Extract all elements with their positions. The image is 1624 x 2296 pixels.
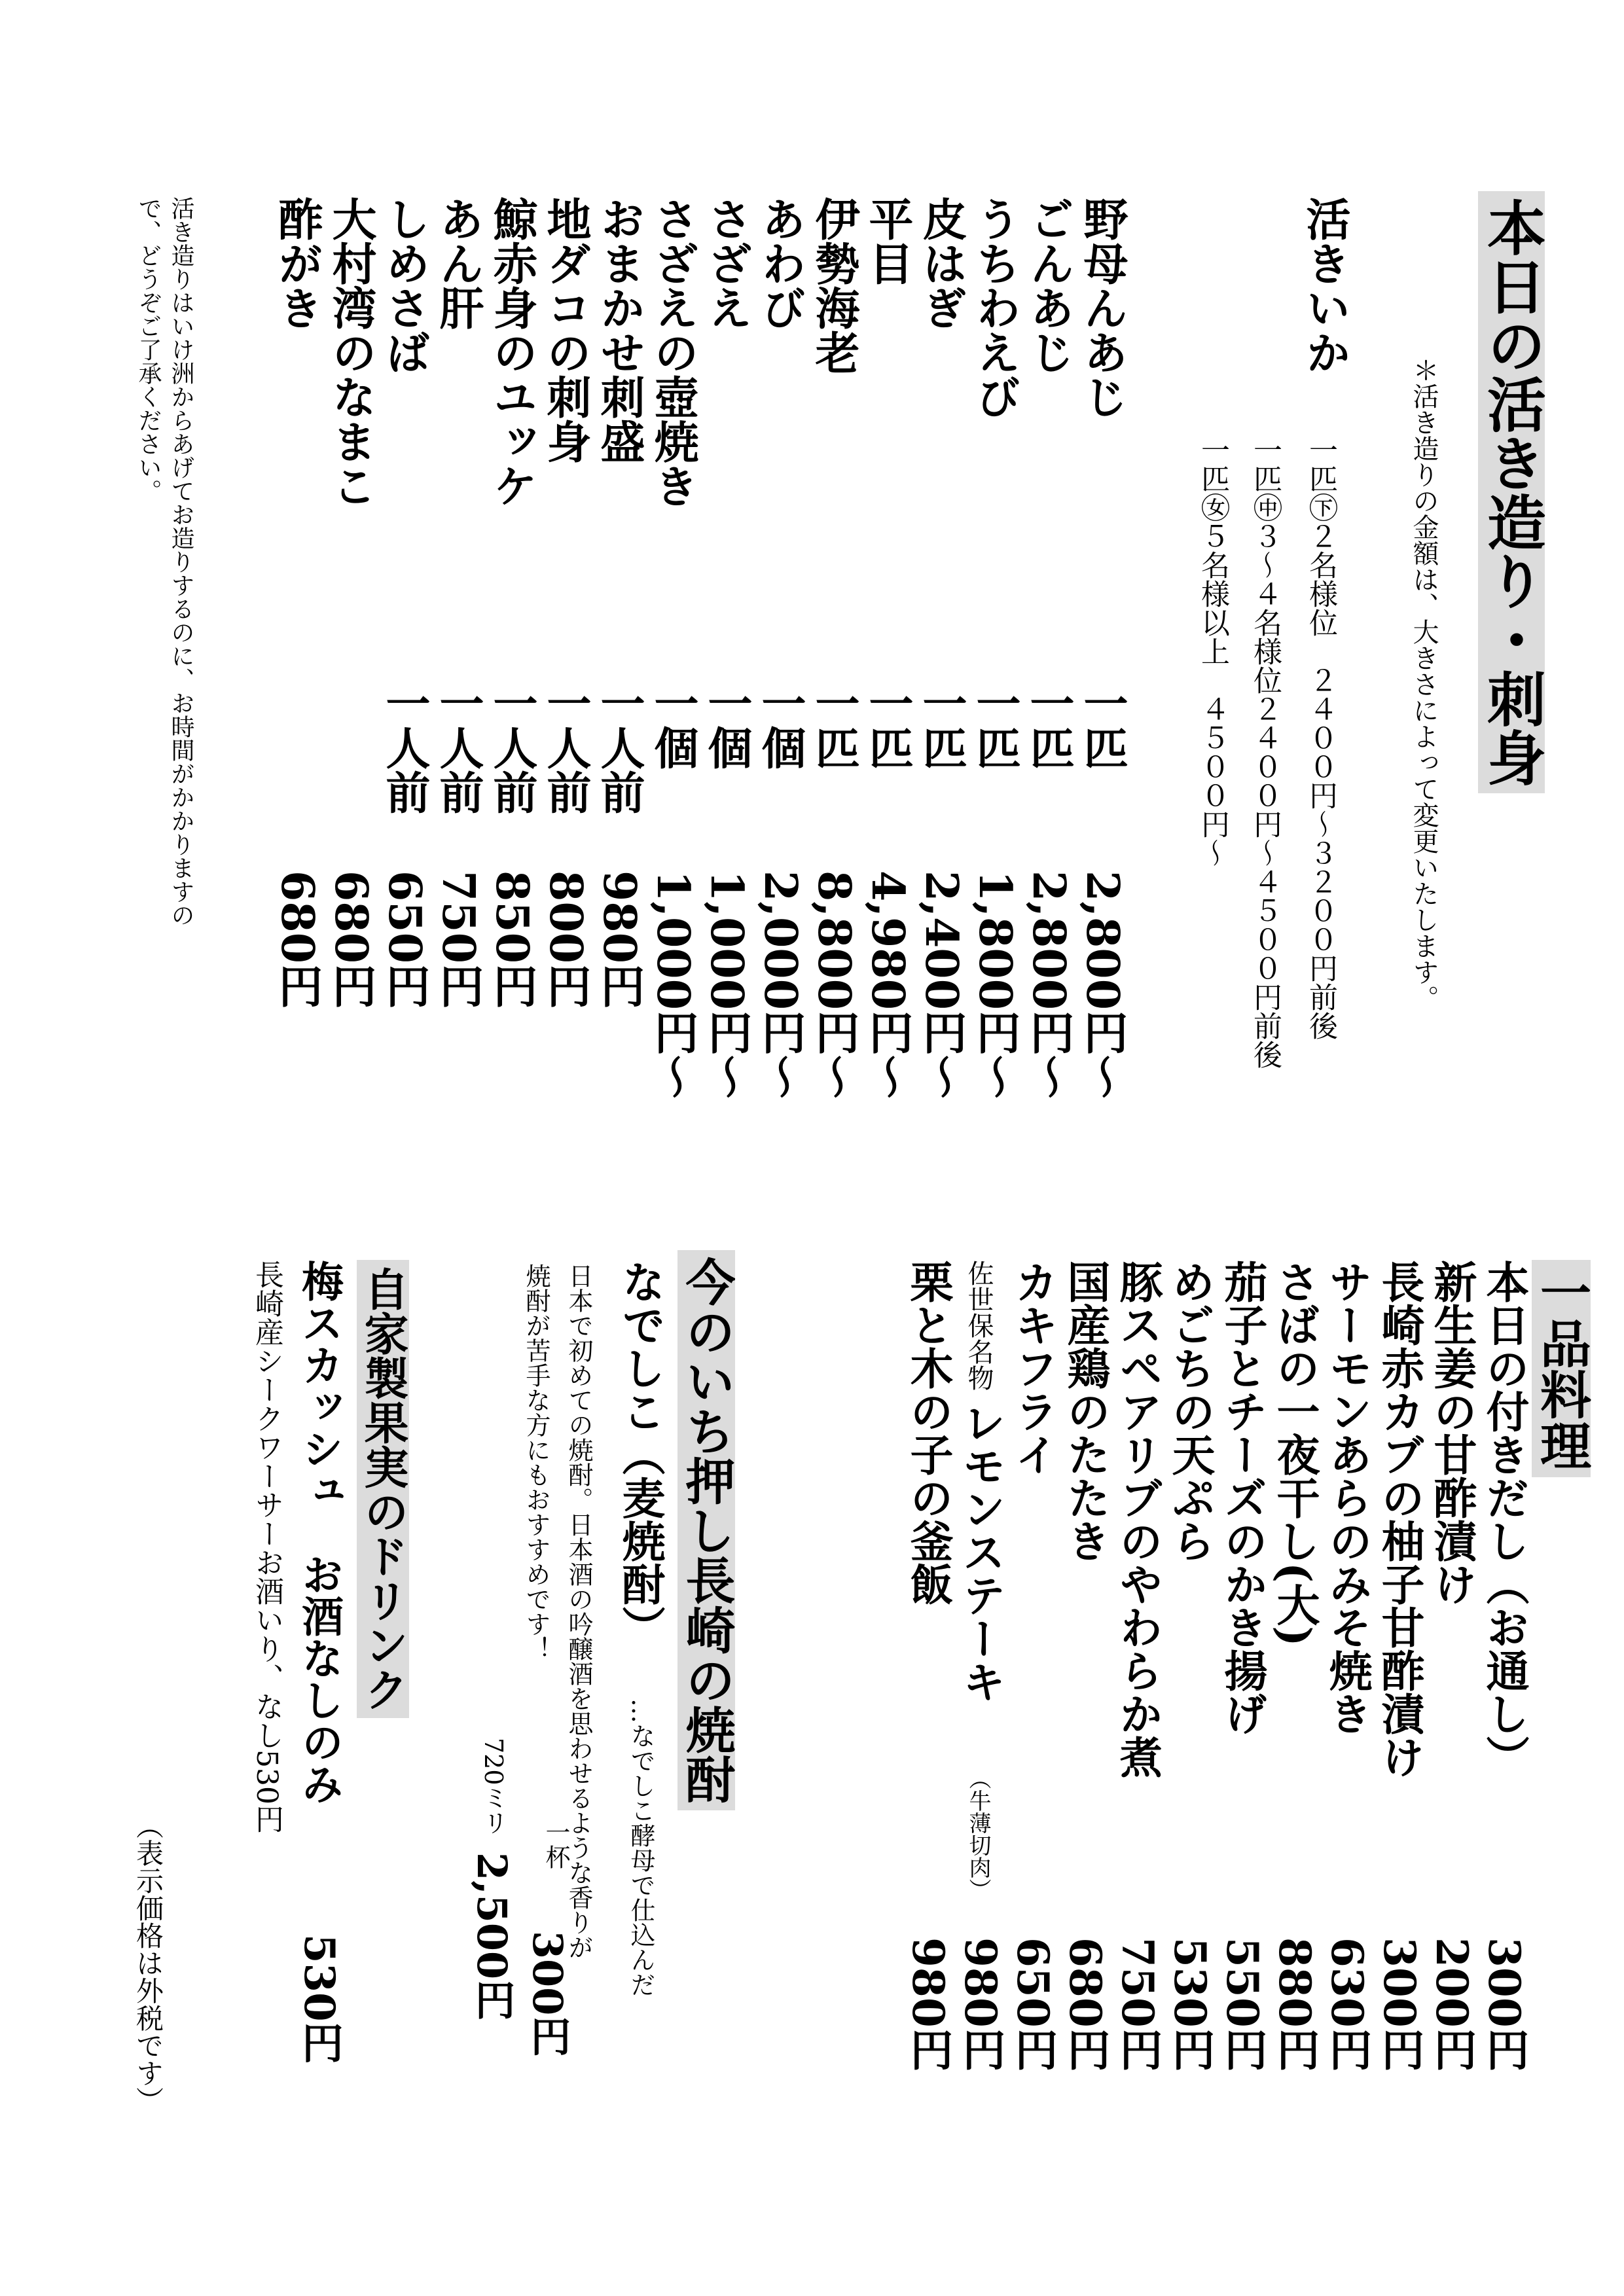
ippin-item-name: 本日の付きだし（お通し） xyxy=(1479,1260,1530,1778)
ika-size-large: 一匹㊛５名様以上 ４５００円〜 xyxy=(1196,435,1229,867)
ika-name: 活きいか xyxy=(1299,196,1351,374)
drink-ume-price: 530円 xyxy=(295,1934,344,2064)
shochu-glass-price: 300円 xyxy=(524,1931,571,2056)
ippin-item-price: 750円 xyxy=(1112,1937,1163,2071)
sashimi-item-unit: 一匹 xyxy=(1076,681,1128,770)
sashimi-item-price: 750円 xyxy=(432,870,484,1008)
sashimi-item-price: 850円 xyxy=(486,870,538,1008)
sashimi-item-unit: 一人前 xyxy=(539,681,592,814)
sashimi-item-price: 2,800円〜 xyxy=(1022,870,1075,1099)
shochu-glass-label: 一杯 xyxy=(541,1820,570,1869)
ippin-item-name: 茄子とチーズのかき揚げ xyxy=(1217,1260,1268,1735)
sashimi-item-unit: 一匹 xyxy=(861,681,914,770)
sashimi-item-unit: 一個 xyxy=(700,681,753,770)
shochu-title: 今のいち押し長崎の焼酎 xyxy=(677,1250,735,1810)
sashimi-item-price: 1,000円〜 xyxy=(647,870,699,1099)
sashimi-item-name: しめさば xyxy=(378,196,431,374)
sashimi-item-name: さざえ xyxy=(700,196,753,330)
sashimi-title: 本日の活き造り・刺身 xyxy=(1478,191,1545,793)
sashimi-item-price: 4,980円〜 xyxy=(861,870,914,1099)
ippin-title: 一品料理 xyxy=(1532,1260,1591,1477)
ippin-item-name: めごちの天ぷら xyxy=(1164,1260,1216,1562)
sashimi-item-name: うちわえび xyxy=(969,196,1021,419)
ippin-item-price: 300円 xyxy=(1479,1937,1530,2071)
sashimi-item-unit: 一人前 xyxy=(432,681,484,814)
drink-shikuwasa: 長崎産シークワーサーお酒いり、なし530円 xyxy=(250,1260,283,1833)
ika-size-medium: 一匹㊥３〜４名様位２４００円〜４５００円前後 xyxy=(1248,435,1282,1069)
ika-size-small: 一匹㊦２名様位 ２４００円〜３２００円前後 xyxy=(1304,435,1337,1040)
tax-note: （表示価格は外税です） xyxy=(132,1812,164,2114)
sashimi-item-price: 980円 xyxy=(593,870,645,1008)
sashimi-item-unit: 一匹 xyxy=(969,681,1021,770)
sashimi-item-name: 地ダコの刺身 xyxy=(539,196,592,463)
ippin-item-price: 980円 xyxy=(955,1937,1006,2071)
sashimi-item-name: あん肝 xyxy=(432,196,484,330)
sashimi-item-price: 2,000円〜 xyxy=(754,870,806,1099)
ippin-item-name: サーモンあらのみそ焼き xyxy=(1322,1260,1373,1735)
ippin-item-name: 栗と木の子の釜飯 xyxy=(903,1260,954,1605)
ippin-item-prefix: 佐世保名物 xyxy=(964,1260,994,1391)
ippin-item-price: 300円 xyxy=(1374,1937,1425,2071)
sashimi-item-unit: 一人前 xyxy=(486,681,538,814)
ippin-item-price: 530円 xyxy=(1164,1937,1216,2071)
sashimi-item-price: 1,000円〜 xyxy=(700,870,753,1099)
ippin-item-name: 豚スペアリブのやわらか煮 xyxy=(1112,1260,1163,1778)
sashimi-item-price: 650円 xyxy=(378,870,431,1008)
sashimi-item-price: 8,800円〜 xyxy=(808,870,860,1099)
ippin-item-name: さばの一夜干し(大) xyxy=(1269,1260,1320,1647)
ippin-item-price: 980円 xyxy=(903,1937,954,2071)
sashimi-item-unit: 一個 xyxy=(754,681,806,770)
sashimi-item-name: 酢がき xyxy=(271,196,323,330)
sashimi-item-unit: 一匹 xyxy=(808,681,860,770)
sashimi-footnote-2: で、どうぞご了承ください。 xyxy=(135,196,162,503)
sashimi-item-unit: 一人前 xyxy=(593,681,645,814)
sashimi-item-name: 伊勢海老 xyxy=(808,196,860,374)
sashimi-item-name: さざえの壺焼き xyxy=(647,196,699,508)
sashimi-item-price: 2,400円〜 xyxy=(915,870,967,1099)
shochu-desc-1: …なでしこ酵母で仕込んだ xyxy=(626,1698,655,1997)
sashimi-item-price: 800円 xyxy=(539,870,592,1008)
shochu-name: なでしこ（麦焼酎） xyxy=(615,1260,666,1649)
shochu-desc-3: 焼酎が苦手な方にもおすすめです！ xyxy=(522,1263,550,1661)
sashimi-item-unit: 一人前 xyxy=(378,681,431,814)
sashimi-item-unit: 一匹 xyxy=(915,681,967,770)
sashimi-item-price: 2,800円〜 xyxy=(1076,870,1128,1099)
sashimi-item-price: 680円 xyxy=(325,870,377,1008)
sashimi-item-unit: 一匹 xyxy=(1022,681,1075,770)
shochu-bottle-label: 720ミリ xyxy=(479,1738,508,1835)
sashimi-note: ＊活き造りの金額は、大きさによって変更いたします。 xyxy=(1409,357,1439,1011)
ippin-item-suffix: （牛薄切肉） xyxy=(965,1767,991,1901)
sashimi-item-name: 平目 xyxy=(861,196,914,285)
sashimi-item-price: 680円 xyxy=(271,870,323,1008)
drink-ume-squash: 梅スカッシュ お酒なしのみ xyxy=(295,1260,344,1804)
shochu-desc-2: 日本で初めての焼酎。日本酒の吟醸酒を思わせるような香りが xyxy=(564,1263,593,1960)
ippin-item-name: 新生姜の甘酢漬け xyxy=(1426,1260,1477,1605)
ippin-item-name: カキフライ xyxy=(1007,1260,1058,1476)
ippin-item-price: 880円 xyxy=(1269,1937,1320,2071)
shochu-bottle-price: 2,500円 xyxy=(468,1852,516,2020)
sashimi-item-name: ごんあじ xyxy=(1022,196,1075,374)
sashimi-footnote-1: 活き造りはいけ洲からあげてお造りするのに、お時間がかかりますの xyxy=(168,196,194,927)
ippin-item-price: 680円 xyxy=(1060,1937,1111,2071)
ippin-item-name: 長崎赤カブの柚子甘酢漬け xyxy=(1374,1260,1425,1778)
sashimi-item-name: 皮はぎ xyxy=(915,196,967,330)
sashimi-item-name: 大村湾のなまこ xyxy=(325,196,377,508)
sashimi-item-price: 1,800円〜 xyxy=(969,870,1021,1099)
ippin-item-name: 国産鶏のたたき xyxy=(1060,1260,1111,1562)
ippin-item-price: 650円 xyxy=(1007,1937,1058,2071)
ippin-item-price: 630円 xyxy=(1322,1937,1373,2071)
ippin-item-name: レモンステーキ xyxy=(955,1401,1006,1703)
sashimi-item-name: 鯨赤身のユッケ xyxy=(486,196,538,508)
sashimi-item-name: おまかせ刺盛 xyxy=(593,196,645,463)
ippin-item-price: 200円 xyxy=(1426,1937,1477,2071)
sashimi-item-unit: 一個 xyxy=(647,681,699,770)
sashimi-item-name: 野母んあじ xyxy=(1076,196,1128,419)
sashimi-item-name: あわび xyxy=(754,196,806,330)
ippin-item-price: 550円 xyxy=(1217,1937,1268,2071)
drinks-title: 自家製果実のドリンク xyxy=(357,1260,409,1718)
